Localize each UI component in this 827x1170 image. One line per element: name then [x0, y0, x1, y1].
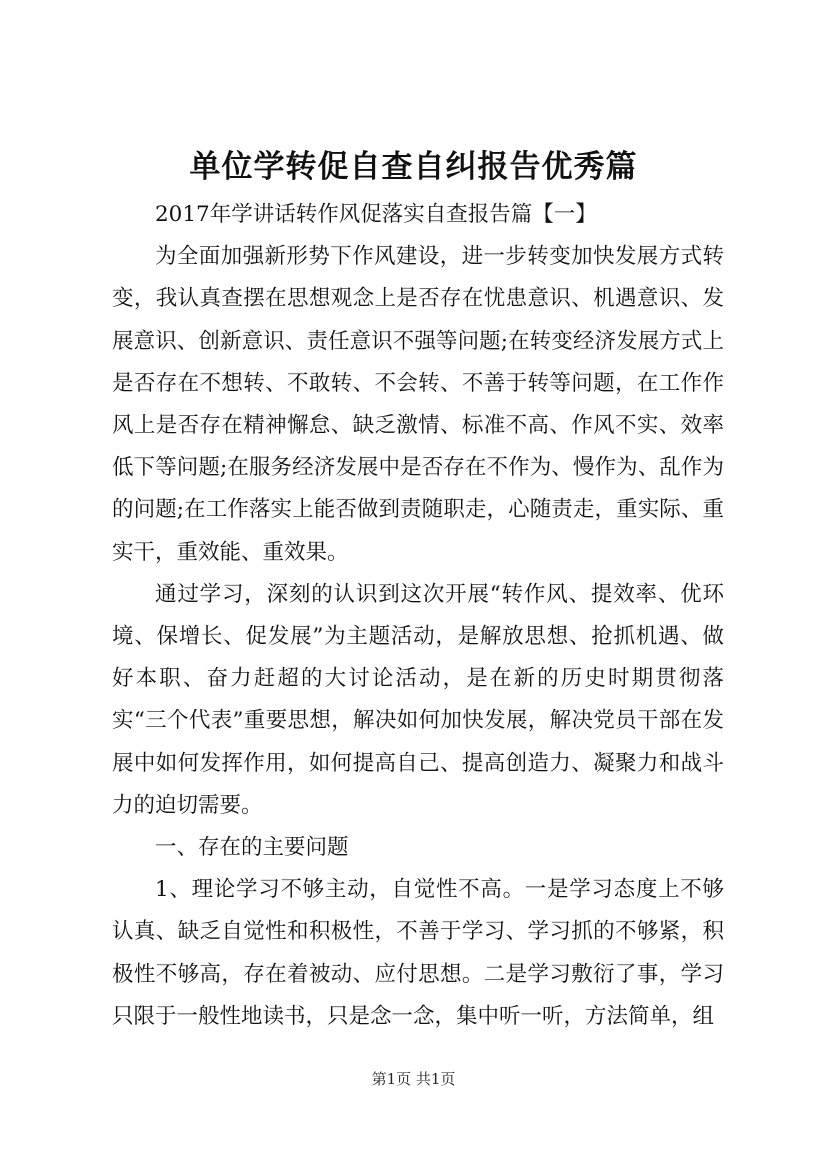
page-footer: 第1页 共1页 — [371, 1070, 456, 1088]
paragraph: 通过学习，深刻的认识到这次开展“转作风、提效率、优环境、保增长、促发展”为主题活动，是解放思想、抢抓机遇、做好本职、奋力赶超的大讨论活动，是在新的历史时期贯彻落实“三个代表”重要思想，解决如何加快发展，解决党员干部在发展中如何发挥作用，如何提高自己、提高创造力、凝聚力和战斗力的迫切需要。 — [112, 581, 724, 818]
document-title: 单位学转促自查自纠报告优秀篇 — [189, 149, 638, 185]
document-body — [112, 194, 724, 1038]
section-heading: 2017年学讲话转作风促落实自查报告篇【一】 — [155, 202, 597, 227]
section-heading: 一、存在的主要问题 — [155, 835, 349, 861]
paragraph: 为全面加强新形势下作风建设，进一步转变加快发展方式转变，我认真查摆在思想观念上是否存在忧患意识、机遇意识、发展意识、创新意识、责任意识不强等问题;在转变经济发展方式上是否存在不想转、不敢转、不会转、不善于转等问题，在工作作风上是否存在精神懈怠、缺乏激情、标准不高、作风不实、效率低下等问题;在服务经济发展中是否存在不作为、慢作为、乱作为的问题;在工作落实上能否做到责随职走，心随责走，重实际、重实干，重效能、重效果。 — [112, 244, 724, 565]
paragraph: 1、理论学习不够主动，自觉性不高。一是学习态度上不够认真、缺乏自觉性和积极性，不善于学习、学习抓的不够紧，积极性不够高，存在着被动、应付思想。二是学习敷衍了事，学习只限于一般性地读书，只是念一念，集中听一听，方法简单，组 — [112, 877, 724, 1029]
